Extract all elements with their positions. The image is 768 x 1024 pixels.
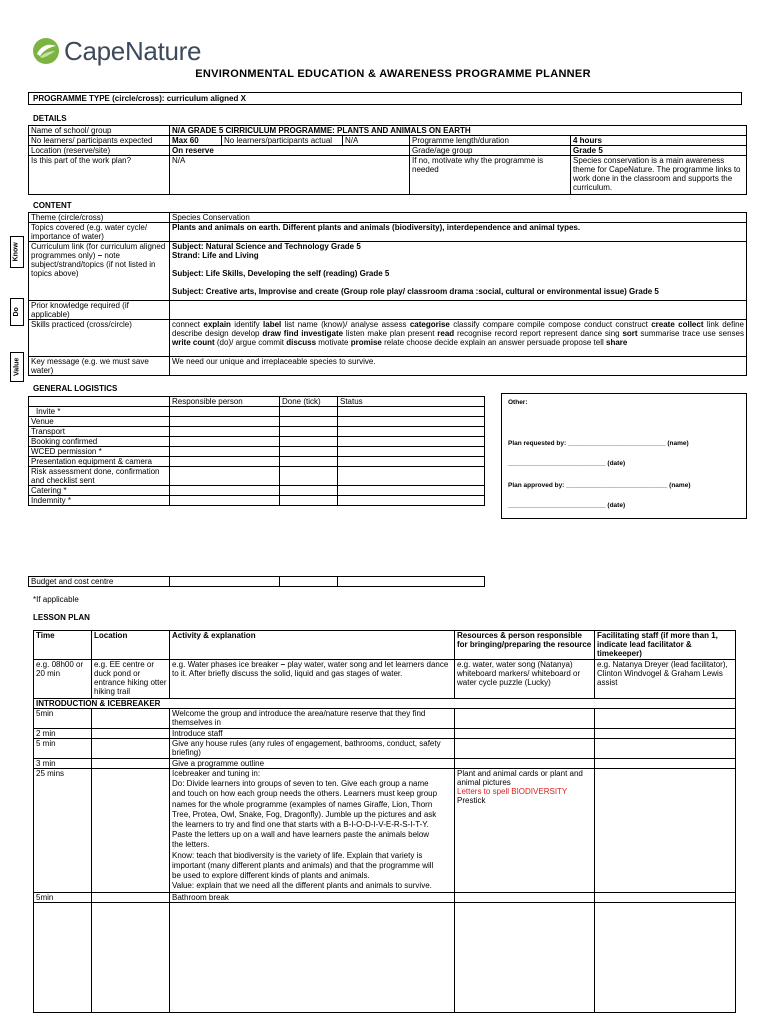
theme-label: Theme (circle/cross)	[29, 213, 170, 223]
logistics-cell	[280, 427, 338, 437]
logistics-cell	[280, 407, 338, 417]
logistics-task: Venue	[29, 417, 170, 427]
other-box	[501, 393, 747, 519]
school-value: N/A GRADE 5 CIRRICULUM PROGRAMME: PLANTS AND ANIMALS ON EARTH	[170, 126, 747, 136]
leaf-logo-icon	[32, 37, 60, 65]
skill-word: explain	[203, 320, 231, 329]
logistics-row	[29, 486, 485, 496]
grade-value: Grade 5	[571, 146, 747, 156]
logistics-cell	[338, 486, 485, 496]
skill-word: list name (know)/ analyse assess	[281, 320, 410, 329]
topics-label: Topics covered (e.g. water cycle/ importance of water)	[29, 223, 170, 242]
plan-approved-date: ___________________________ (date)	[508, 502, 626, 509]
skill-word: share	[606, 338, 628, 347]
icebreaker-line: Tree, Protea, Owl, Snake, Fog, Dragonfly). Jumble up the pictures and ask	[172, 809, 437, 819]
curriculum-label: Curriculum link (for curriculum aligned programmes only) – note subject/strand/topics (if not listed in topics above)	[29, 242, 170, 301]
prior-label: Prior knowledge required (if applicable)	[29, 301, 170, 320]
skill-word: categorise	[409, 320, 450, 329]
details-heading: DETAILS	[33, 114, 67, 123]
icebreaker-line: be used to explore different kinds of plants and animals.	[172, 871, 370, 881]
skill-word: draw find investigate	[262, 329, 344, 338]
skill-word: classify compare compile compose conduct construct	[449, 320, 652, 329]
lesson-heading: LESSON PLAN	[33, 613, 90, 622]
length-value: 4 hours	[571, 136, 747, 146]
col-done: Done (tick)	[280, 397, 338, 407]
logistics-heading: GENERAL LOGISTICS	[33, 384, 118, 393]
lesson-time: 5min	[34, 709, 92, 729]
logistics-task: Catering *	[29, 486, 170, 496]
col-status: Status	[338, 397, 485, 407]
grade-label: Grade/age group	[410, 146, 571, 156]
logistics-cell	[338, 427, 485, 437]
logistics-cell	[170, 417, 280, 427]
icebreaker-line: Value: explain that we need all the different plants and animals to survive.	[172, 881, 432, 891]
content-heading: CONTENT	[33, 201, 72, 210]
lesson-row	[34, 739, 736, 759]
icebreaker-time: 25 mins	[34, 769, 92, 893]
lesson-time: 2 min	[34, 729, 92, 739]
logistics-task: Risk assessment done, confirmation and checklist sent	[29, 467, 170, 486]
plan-approved: Plan approved by: ____________________________ (name)	[508, 482, 691, 489]
school-label: Name of school/ group	[29, 126, 170, 136]
details-table	[28, 125, 747, 195]
plan-requested-date: ___________________________ (date)	[508, 460, 626, 467]
col-location: Location	[92, 631, 170, 660]
footnote: *If applicable	[33, 595, 79, 604]
length-label: Programme length/duration	[410, 136, 571, 146]
budget-label: Budget and cost centre	[29, 577, 170, 587]
logistics-cell	[170, 407, 280, 417]
logistics-table	[28, 396, 485, 506]
icebreaker-line: and touch on how each group needs the others. Learners must keep group	[172, 789, 438, 799]
icebreaker-line: important (many different plants and animals) and that the programme will	[172, 860, 434, 870]
icebreaker-line: the learners to try and find one that starts with a B-I-O-D-I-V-E-R-S-I-T-Y.	[172, 820, 429, 830]
icebreaker-line: Icebreaker and tuning in:	[172, 769, 261, 778]
skill-word: create collect	[651, 320, 704, 329]
logistics-cell	[280, 467, 338, 486]
logistics-cell	[280, 437, 338, 447]
logistics-cell	[280, 496, 338, 506]
icebreaker-resources: Plant and animal cards or plant and animal pictures Letters to spell BIODIVERSITY Prestick	[455, 769, 595, 893]
motivate-label: If no, motivate why the programme is needed	[410, 156, 571, 195]
logistics-task: Presentation equipment & camera	[29, 457, 170, 467]
lesson-time: 5 min	[34, 739, 92, 759]
break-activity: Bathroom break	[170, 893, 455, 903]
skill-word: identify	[230, 320, 264, 329]
learners-expected-label: No learners/ participants expected	[29, 136, 170, 146]
curriculum-value: Subject: Natural Science and Technology Grade 5 Strand: Life and Living Subject: Life Skills, Developing the self (reading) Grade 5 Subject: Creative arts, Improvise and create (Group role play/ classroom drama :social, cultural or environmental issue) Grade 5	[170, 242, 747, 301]
logistics-cell	[338, 457, 485, 467]
logistics-row	[29, 447, 485, 457]
lesson-activity: Give any house rules (any rules of engagement, bathrooms, conduct, safety briefing)	[170, 739, 455, 759]
logistics-cell	[280, 457, 338, 467]
location-value: On reserve	[170, 146, 410, 156]
motivate-value: Species conservation is a main awareness theme for CapeNature. The programme links to work done in the classroom and supports the curriculum.	[571, 156, 747, 195]
value-tag: Value	[10, 352, 24, 382]
logistics-task: Indemnity *	[29, 496, 170, 506]
logistics-cell	[338, 467, 485, 486]
logistics-row	[29, 467, 485, 486]
col-resources: Resources & person responsible for bringing/preparing the resource	[455, 631, 595, 660]
skill-word: label	[263, 320, 282, 329]
other-label: Other:	[508, 399, 528, 406]
section-intro: INTRODUCTION & ICEBREAKER	[34, 699, 736, 709]
skill-word: write count	[172, 338, 215, 347]
learners-actual-label: No learners/participants actual	[222, 136, 343, 146]
logistics-row	[29, 407, 485, 417]
lesson-activity: Introduce staff	[170, 729, 455, 739]
plan-requested: Plan requested by: ___________________________ (name)	[508, 440, 689, 447]
example-location: e.g. EE centre or duck pond or entrance hiking otter hiking trail	[92, 660, 170, 699]
workplan-label: Is this part of the work plan?	[29, 156, 170, 195]
logistics-task: WCED permission *	[29, 447, 170, 457]
logistics-task: Invite *	[29, 407, 170, 417]
key-message-value: We need our unique and irreplaceable species to survive.	[170, 357, 747, 376]
logistics-cell	[280, 447, 338, 457]
skill-word: relate choose decide explain an answer persuade propose tell	[381, 338, 607, 347]
logistics-cell	[170, 427, 280, 437]
programme-type: PROGRAMME TYPE (circle/cross): curriculum aligned X	[28, 92, 742, 105]
skill-word: discuss	[286, 338, 317, 347]
logistics-task-header	[29, 397, 170, 407]
logistics-cell	[338, 417, 485, 427]
logistics-cell	[170, 467, 280, 486]
break-time: 5min	[34, 893, 92, 903]
theme-value: Species Conservation	[170, 213, 747, 223]
lesson-row	[34, 759, 736, 769]
learners-actual-value: N/A	[343, 136, 410, 146]
logistics-cell	[170, 437, 280, 447]
skill-word: sort	[622, 329, 638, 338]
logistics-cell	[338, 496, 485, 506]
skill-word: recognise record report represent dance sing	[454, 329, 623, 338]
skill-word: motivate	[316, 338, 351, 347]
icebreaker-line: Paste the letters up on a wall and have learners paste the animals below	[172, 830, 430, 840]
example-time: e.g. 08h00 or 20 min	[34, 660, 92, 699]
capenature-logo	[32, 36, 201, 66]
skills-value	[170, 320, 747, 357]
budget-table	[28, 576, 485, 587]
icebreaker-line: the letters.	[172, 840, 210, 850]
skill-word: link define describe design develop	[172, 320, 745, 338]
col-activity: Activity & explanation	[170, 631, 455, 660]
logistics-row	[29, 417, 485, 427]
logistics-cell	[170, 496, 280, 506]
know-tag: Know	[10, 236, 24, 268]
logistics-cell	[170, 486, 280, 496]
icebreaker-line: Do: Divide learners into groups of seven to ten. Give each group a name	[172, 779, 429, 789]
logistics-task: Booking confirmed	[29, 437, 170, 447]
skill-word: connect	[172, 320, 204, 329]
page-title: ENVIRONMENTAL EDUCATION & AWARENESS PROGRAMME PLANNER	[195, 68, 591, 80]
example-staff: e.g. Natanya Dreyer (lead facilitator), Clinton Windvogel & Graham Lewis assist	[595, 660, 736, 699]
example-activity: e.g. Water phases ice breaker – play water, water song and let learners dance to it. After briefly discuss the solid, liquid and gas stages of water.	[170, 660, 455, 699]
skills-label: Skills practiced (cross/circle)	[29, 320, 170, 357]
skill-word: listen make plan present	[343, 329, 438, 338]
col-time: Time	[34, 631, 92, 660]
lesson-time: 3 min	[34, 759, 92, 769]
logistics-cell	[280, 417, 338, 427]
learners-expected-value: Max 60	[170, 136, 222, 146]
icebreaker-line: names for the whole programme (examples of names Giraffe, Lion, Thorn	[172, 799, 433, 809]
content-table	[28, 212, 747, 376]
logistics-cell	[338, 447, 485, 457]
col-staff: Facilitating staff (if more than 1, indicate lead facilitator & timekeeper)	[595, 631, 736, 660]
brand-name: CapeNature	[64, 35, 202, 66]
skill-word: promise	[350, 338, 382, 347]
col-responsible: Responsible person	[170, 397, 280, 407]
logistics-cell	[280, 486, 338, 496]
logistics-cell	[170, 457, 280, 467]
lesson-row	[34, 709, 736, 729]
topics-value: Plants and animals on earth. Different plants and animals (biodiversity), interdependence and animal types.	[170, 223, 747, 242]
lesson-activity: Give a programme outline	[170, 759, 455, 769]
logistics-row	[29, 427, 485, 437]
logistics-row	[29, 457, 485, 467]
example-resources: e.g. water, water song (Natanya) whiteboard markers/ whiteboard or water cycle puzzle (Lucky)	[455, 660, 595, 699]
lesson-row	[34, 729, 736, 739]
prior-value	[170, 301, 747, 320]
do-tag: Do	[10, 298, 24, 326]
logistics-row	[29, 437, 485, 447]
logistics-task: Transport	[29, 427, 170, 437]
workplan-value: N/A	[170, 156, 410, 195]
key-message-label: Key message (e.g. we must save water)	[29, 357, 170, 376]
skill-word: (do)/ argue commit	[214, 338, 287, 347]
lesson-table	[33, 630, 736, 1013]
logistics-cell	[170, 447, 280, 457]
skill-word: read	[437, 329, 455, 338]
lesson-activity: Welcome the group and introduce the area/nature reserve that they find themselves in	[170, 709, 455, 729]
icebreaker-line: Know: teach that biodiversity is the variety of life. Explain that variety is	[172, 850, 423, 860]
logistics-cell	[338, 437, 485, 447]
icebreaker-activity	[170, 769, 455, 893]
logistics-row	[29, 496, 485, 506]
location-label: Location (reserve/site)	[29, 146, 170, 156]
logistics-cell	[338, 407, 485, 417]
skill-word: summarise trace use senses	[637, 329, 744, 338]
